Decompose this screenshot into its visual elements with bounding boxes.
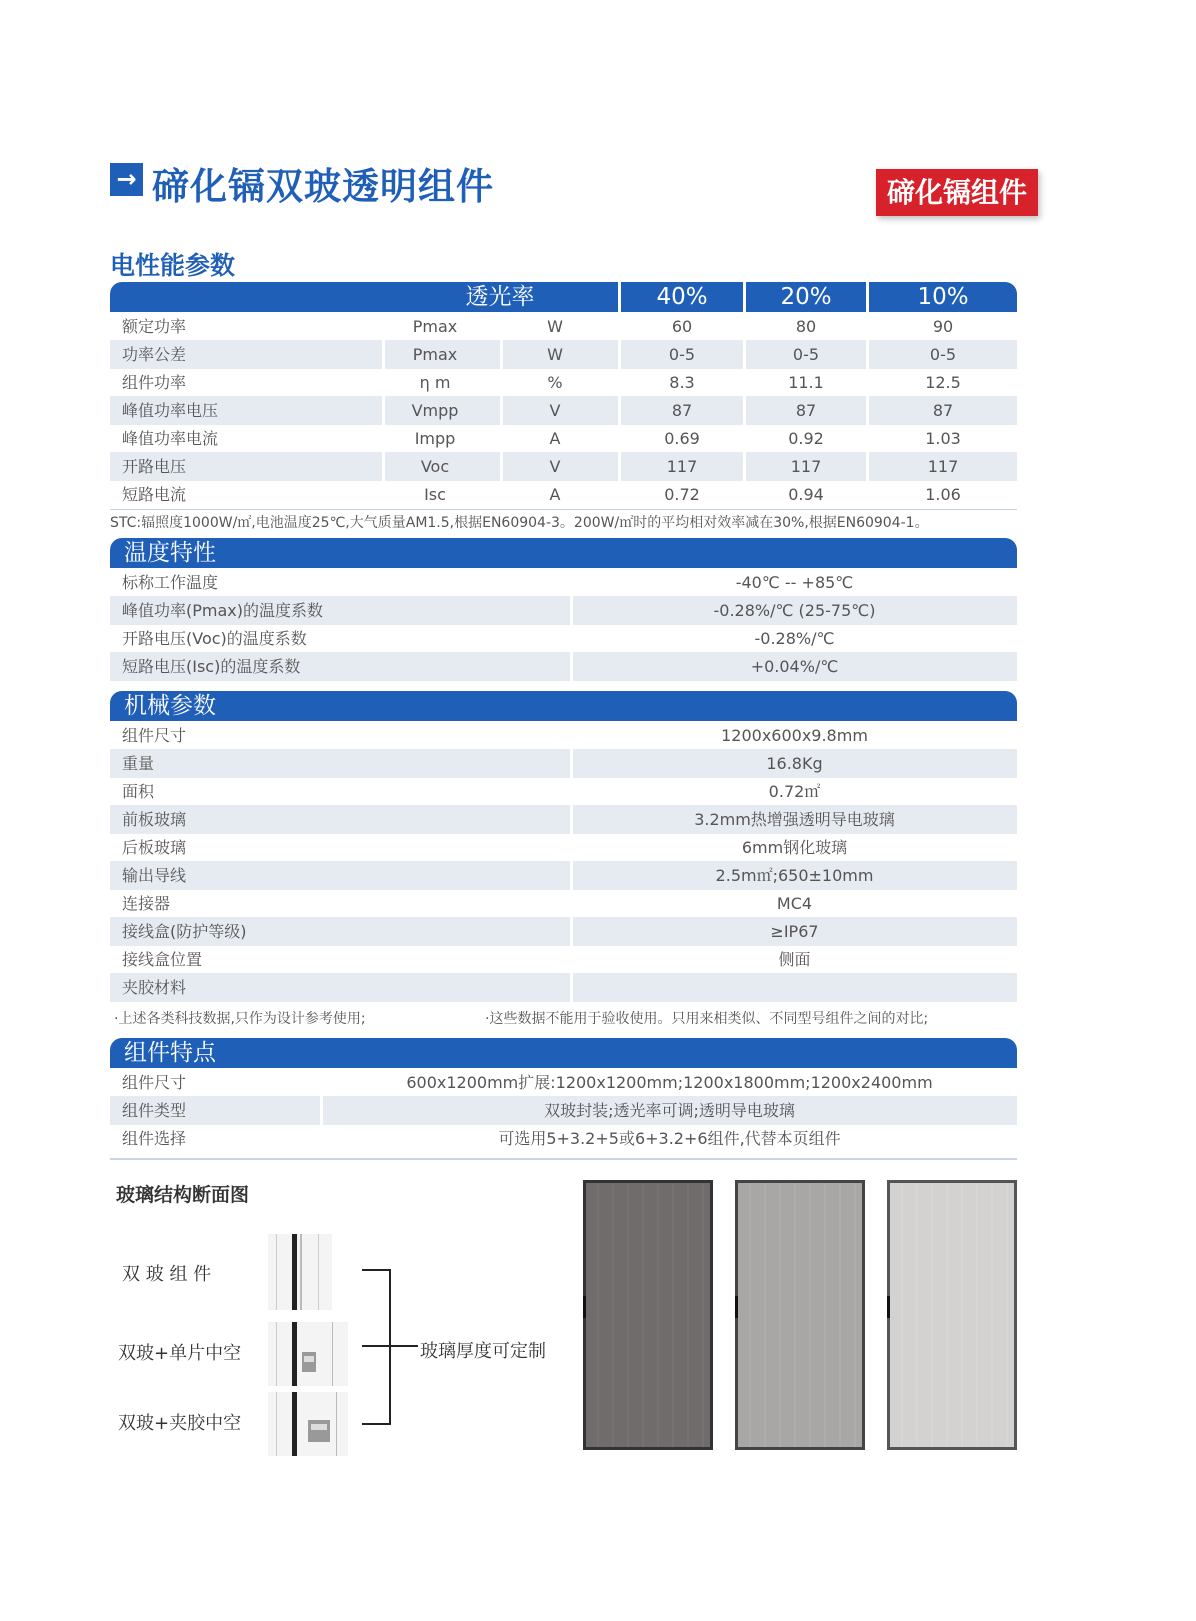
mechanical-section-header: 机械参数 [110, 691, 1017, 721]
table-row [110, 749, 1017, 778]
param-value: +0.04%/℃ [750, 657, 839, 676]
param-value: 1200x600x9.8mm [721, 726, 868, 745]
table-row [110, 1124, 1017, 1153]
value-40: 0.69 [664, 429, 700, 448]
panel-dark-glass [586, 1183, 710, 1447]
param-name: 组件功率 [122, 373, 187, 392]
param-name: 输出导线 [122, 866, 187, 885]
table-row [110, 480, 1017, 509]
param-name: 夹胶材料 [122, 978, 187, 997]
usage-note-left: ·上述各类科技数据,只作为设计参考使用; [114, 1011, 366, 1027]
value-40: 60 [671, 317, 693, 336]
table-row [110, 1096, 1017, 1125]
param-value: -40℃ -- +85℃ [735, 573, 854, 592]
table-row [110, 721, 1017, 750]
param-value: 双玻封装;透光率可调;透明导电玻璃 [544, 1101, 795, 1120]
col-divider [500, 340, 503, 369]
double-glass-section [268, 1234, 332, 1310]
cross-section-title: 玻璃结构断面图 [116, 1184, 250, 1206]
value-40: 0-5 [668, 345, 696, 364]
table-row [110, 396, 1017, 425]
param-value: 0.72㎡ [768, 782, 821, 801]
col-divider [382, 340, 385, 369]
param-value: 600x1200mm扩展:1200x1200mm;1200x1800mm;1200x2400mm [406, 1073, 933, 1092]
table-row [110, 777, 1017, 806]
param-value: 2.5m㎡;650±10mm [715, 866, 874, 885]
param-symbol: Pmax [412, 345, 458, 364]
value-20: 0-5 [792, 345, 820, 364]
param-value: 16.8Kg [766, 754, 823, 773]
value-20: 80 [795, 317, 817, 336]
value-20: 87 [795, 401, 817, 420]
table-row [110, 1068, 1017, 1097]
structure-label-laminated-hollow: 双玻+夹胶中空 [118, 1413, 242, 1434]
param-name: 开路电压(Voc)的温度系数 [122, 629, 307, 648]
param-name: 连接器 [122, 894, 171, 913]
usage-note-right: ·这些数据不能用于验收使用。只用来相类似、不同型号组件之间的对比; [485, 1011, 929, 1027]
header-col-40: 40% [656, 284, 708, 310]
panel-light-glass [890, 1183, 1014, 1447]
param-value: 可选用5+3.2+5或6+3.2+6组件,代替本页组件 [498, 1129, 841, 1148]
category-badge: 碲化镉组件 [876, 169, 1038, 216]
laminated-hollow-section [268, 1392, 348, 1456]
param-unit: W [547, 345, 563, 364]
value-10: 1.03 [925, 429, 961, 448]
param-unit: A [549, 485, 561, 504]
param-name: 短路电流 [122, 485, 187, 504]
param-name: 接线盒位置 [122, 950, 203, 969]
page-title: 碲化镉双玻透明组件 [152, 165, 494, 208]
table-row [110, 861, 1017, 890]
param-symbol: Pmax [412, 317, 458, 336]
table-row [110, 452, 1017, 481]
features-section-header: 组件特点 [110, 1038, 1017, 1068]
table-row [110, 568, 1017, 597]
structure-label-double-glass: 双 玻 组 件 [122, 1264, 212, 1285]
param-name: 面积 [122, 782, 155, 801]
param-symbol: Isc [424, 485, 446, 504]
table-row [110, 312, 1017, 341]
table-row [110, 368, 1017, 397]
param-unit: V [549, 401, 561, 420]
param-name: 接线盒(防护等级) [122, 922, 247, 941]
param-name: 短路电压(Isc)的温度系数 [122, 657, 301, 676]
param-value [572, 973, 1017, 1002]
value-40: 87 [671, 401, 693, 420]
col-divider [382, 396, 385, 425]
param-unit: W [547, 317, 563, 336]
custom-thickness-label: 玻璃厚度可定制 [420, 1341, 546, 1362]
arrow-icon: → [110, 163, 143, 196]
col-divider [382, 452, 385, 481]
header-transmittance: 透光率 [465, 284, 535, 310]
param-name: 组件尺寸 [122, 1073, 187, 1092]
divider-line [110, 509, 1017, 510]
value-10: 12.5 [925, 373, 961, 392]
param-value: 3.2mm热增强透明导电玻璃 [694, 810, 895, 829]
table-row [110, 945, 1017, 974]
param-name: 组件选择 [122, 1129, 187, 1148]
table-row [110, 340, 1017, 369]
value-10: 87 [932, 401, 954, 420]
value-20: 11.1 [788, 373, 824, 392]
param-value: -0.28%/℃ [754, 629, 835, 648]
value-20: 117 [790, 457, 822, 476]
param-symbol: Impp [414, 429, 456, 448]
table-row [110, 624, 1017, 653]
param-name: 组件类型 [122, 1101, 187, 1120]
param-name: 开路电压 [122, 457, 187, 476]
param-unit: % [547, 373, 563, 392]
col-divider [500, 452, 503, 481]
value-40: 0.72 [664, 485, 700, 504]
value-10: 0-5 [929, 345, 957, 364]
value-20: 0.94 [788, 485, 824, 504]
temperature-section-header: 温度特性 [110, 538, 1017, 568]
param-name: 峰值功率电流 [122, 429, 219, 448]
bracket-connector [362, 1270, 418, 1424]
param-value: -0.28%/℃ (25-75℃) [713, 601, 876, 620]
electrical-table-header [110, 282, 1017, 312]
param-value: 6mm钢化玻璃 [741, 838, 848, 857]
table-row [110, 973, 1017, 1002]
param-name: 峰值功率电压 [122, 401, 219, 420]
param-name: 功率公差 [122, 345, 187, 364]
param-unit: A [549, 429, 561, 448]
param-symbol: η m [419, 373, 451, 392]
panel-medium-glass [738, 1183, 862, 1447]
panel-light [887, 1180, 1017, 1450]
param-value: MC4 [776, 894, 813, 913]
param-name: 前板玻璃 [122, 810, 187, 829]
panel-medium [735, 1180, 865, 1450]
panel-dark [583, 1180, 713, 1450]
table-row [110, 833, 1017, 862]
param-value: ≥IP67 [770, 922, 819, 941]
param-name: 标称工作温度 [122, 573, 219, 592]
param-name: 峰值功率(Pmax)的温度系数 [122, 601, 323, 620]
value-10: 90 [932, 317, 954, 336]
table-row [110, 424, 1017, 453]
param-value: 侧面 [778, 950, 811, 969]
value-40: 117 [666, 457, 698, 476]
table-row [110, 805, 1017, 834]
param-name: 额定功率 [122, 317, 187, 336]
table-row [110, 917, 1017, 946]
param-name: 组件尺寸 [122, 726, 187, 745]
header-col-10: 10% [917, 284, 969, 310]
col-divider [500, 396, 503, 425]
param-symbol: Vmpp [411, 401, 459, 420]
value-10: 1.06 [925, 485, 961, 504]
single-hollow-section [268, 1322, 348, 1386]
structure-label-single-hollow: 双玻+单片中空 [118, 1343, 242, 1364]
value-20: 0.92 [788, 429, 824, 448]
param-name: 重量 [122, 754, 155, 773]
divider-line [110, 1158, 1017, 1160]
table-row [110, 596, 1017, 625]
value-40: 8.3 [669, 373, 695, 392]
stc-note: STC:辐照度1000W/㎡,电池温度25℃,大气质量AM1.5,根据EN60904-3。200W/㎡时的平均相对效率减在30%,根据EN60904-1。 [110, 515, 929, 531]
param-symbol: Voc [420, 457, 450, 476]
param-unit: V [549, 457, 561, 476]
param-name: 后板玻璃 [122, 838, 187, 857]
table-row [110, 652, 1017, 681]
table-row [110, 889, 1017, 918]
value-10: 117 [927, 457, 959, 476]
header-col-20: 20% [780, 284, 832, 310]
electrical-section-title: 电性能参数 [110, 251, 236, 280]
